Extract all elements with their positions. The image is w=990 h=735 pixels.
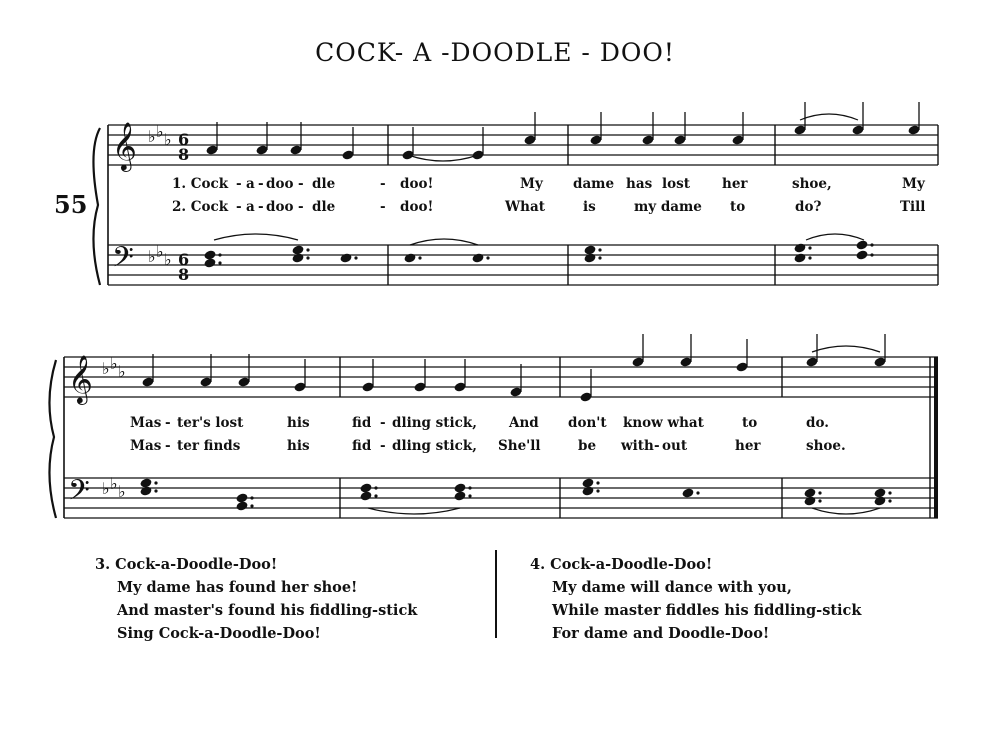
- note-dot: [468, 486, 471, 489]
- note-dot: [870, 243, 873, 246]
- note-dot: [888, 491, 891, 494]
- note-dot: [598, 256, 601, 259]
- lyric: has: [626, 176, 653, 192]
- note-dot: [808, 246, 811, 249]
- lyric: my dame: [634, 199, 702, 215]
- flat-sign: ♭: [118, 362, 126, 381]
- note: [139, 485, 152, 496]
- note-dot: [354, 256, 357, 259]
- slur: [800, 114, 858, 120]
- lyric: with: [621, 438, 654, 454]
- song-number: 55: [54, 190, 88, 219]
- flat-sign: ♭: [118, 482, 126, 501]
- lyric: dling stick,: [392, 415, 477, 431]
- lyric: know what: [623, 415, 704, 431]
- slur: [368, 508, 460, 514]
- verse-line: 3. Cock-a-Doodle-Doo!: [95, 556, 278, 573]
- lyric: -: [380, 415, 386, 431]
- bass-clef: 𝄢: [68, 474, 90, 514]
- lyric: And: [509, 415, 539, 431]
- note-dot: [306, 256, 309, 259]
- lyric: shoe,: [792, 176, 832, 192]
- note-dot: [468, 494, 471, 497]
- note: [403, 252, 416, 263]
- lyric: his: [287, 438, 310, 454]
- note-dot: [818, 499, 821, 502]
- brace: [49, 360, 56, 518]
- note: [681, 487, 694, 498]
- treble-clef: 𝄞: [112, 121, 137, 170]
- note-dot: [218, 253, 221, 256]
- lyric: her: [735, 438, 761, 454]
- lyric: doo: [266, 199, 294, 215]
- lyric: do?: [795, 199, 822, 215]
- lyric: -: [380, 199, 386, 215]
- note: [471, 252, 484, 263]
- time-signature-bottom: 8: [178, 145, 190, 164]
- lyric: dle: [312, 199, 336, 215]
- lyric: be: [578, 438, 597, 454]
- lyric: dame: [573, 176, 615, 192]
- note: [235, 500, 248, 511]
- lyric: his: [287, 415, 310, 431]
- brace: [93, 128, 100, 285]
- lyric: don't: [568, 415, 607, 431]
- lyric: a: [246, 176, 255, 192]
- flat-sign: ♭: [156, 242, 164, 261]
- lyric: out: [662, 438, 688, 454]
- note-dot: [598, 248, 601, 251]
- lyric: -: [380, 438, 386, 454]
- lyric: doo!: [400, 199, 434, 215]
- lyric: Mas: [130, 438, 162, 454]
- note: [339, 252, 352, 263]
- treble-clef: 𝄞: [68, 354, 93, 403]
- lyric: -: [236, 199, 242, 215]
- verse-line: My dame will dance with you,: [552, 579, 792, 596]
- lyric: her: [722, 176, 748, 192]
- lyric: Mas: [130, 415, 162, 431]
- lyric: to: [742, 415, 758, 431]
- note-dot: [154, 489, 157, 492]
- flat-sign: ♭: [156, 122, 164, 141]
- flat-sign: ♭: [148, 247, 156, 266]
- lyric: fid: [352, 438, 372, 454]
- verse-line: While master fiddles his fiddling-stick: [552, 602, 862, 619]
- flat-sign: ♭: [164, 130, 172, 149]
- lyric: ter finds: [177, 438, 241, 454]
- lyric: What: [505, 199, 545, 215]
- lyric: ter's lost: [177, 415, 244, 431]
- slur: [812, 508, 880, 514]
- note: [359, 490, 372, 501]
- flat-sign: ♭: [164, 250, 172, 269]
- slur: [408, 155, 478, 161]
- note: [855, 239, 868, 250]
- slur: [812, 346, 880, 352]
- note-dot: [154, 481, 157, 484]
- lyric: -: [165, 438, 171, 454]
- lyric: a: [246, 199, 255, 215]
- note-dot: [218, 261, 221, 264]
- lyric: is: [583, 199, 596, 215]
- lyric: doo: [266, 176, 294, 192]
- lyric: My: [902, 176, 925, 192]
- slur: [214, 234, 298, 240]
- song-title: COCK- A -DOODLE - DOO!: [315, 38, 675, 67]
- lyric: 2. Cock: [172, 199, 229, 215]
- note-dot: [374, 486, 377, 489]
- flat-sign: ♭: [110, 474, 118, 493]
- lyric: 1. Cock: [172, 176, 229, 192]
- note: [873, 495, 886, 506]
- lyric: doo!: [400, 176, 434, 192]
- flat-sign: ♭: [110, 354, 118, 373]
- lyric: -: [236, 176, 242, 192]
- flat-sign: ♭: [102, 479, 110, 498]
- flat-sign: ♭: [102, 359, 110, 378]
- note: [793, 252, 806, 263]
- lyric: lost: [662, 176, 690, 192]
- note: [203, 257, 216, 268]
- verse-line: For dame and Doodle-Doo!: [552, 625, 770, 642]
- note-dot: [596, 489, 599, 492]
- lyric: do.: [806, 415, 829, 431]
- note-dot: [596, 481, 599, 484]
- note: [453, 490, 466, 501]
- note-dot: [808, 256, 811, 259]
- note-dot: [486, 256, 489, 259]
- lyric: dle: [312, 176, 336, 192]
- verse-divider: [495, 550, 497, 638]
- verse-4: [530, 553, 861, 645]
- verse-3: [95, 553, 417, 645]
- note: [803, 495, 816, 506]
- note: [291, 252, 304, 263]
- note: [855, 249, 868, 260]
- lyric: -: [654, 438, 660, 454]
- note-dot: [418, 256, 421, 259]
- verse-line: 4. Cock-a-Doodle-Doo!: [530, 556, 713, 573]
- lyric: -: [298, 176, 304, 192]
- slur: [806, 234, 864, 240]
- note-dot: [374, 494, 377, 497]
- note-dot: [870, 253, 873, 256]
- note-dot: [696, 491, 699, 494]
- lyric: -: [298, 199, 304, 215]
- time-signature-top: 6: [178, 250, 190, 269]
- lyric: fid: [352, 415, 372, 431]
- note: [581, 485, 594, 496]
- note: [583, 252, 596, 263]
- verse-line: And master's found his fiddling-stick: [117, 602, 418, 619]
- note-dot: [306, 248, 309, 251]
- lyric: Till: [900, 199, 926, 215]
- verse-line: My dame has found her shoe!: [117, 579, 358, 596]
- bass-clef: 𝄢: [112, 241, 134, 281]
- slur: [410, 239, 478, 245]
- lyric: She'll: [498, 438, 541, 454]
- lyric: -: [258, 199, 264, 215]
- time-signature-top: 6: [178, 130, 190, 149]
- note-dot: [250, 496, 253, 499]
- lyric: dling stick,: [392, 438, 477, 454]
- flat-sign: ♭: [148, 127, 156, 146]
- verse-line: Sing Cock-a-Doodle-Doo!: [117, 625, 321, 642]
- note-dot: [888, 499, 891, 502]
- note-dot: [818, 491, 821, 494]
- note: [793, 242, 806, 253]
- lyric: -: [165, 415, 171, 431]
- note-dot: [250, 504, 253, 507]
- lyric: My: [520, 176, 543, 192]
- lyric: shoe.: [806, 438, 846, 454]
- time-signature-bottom: 8: [178, 265, 190, 284]
- lyric: -: [258, 176, 264, 192]
- lyric: -: [380, 176, 386, 192]
- lyric: to: [730, 199, 746, 215]
